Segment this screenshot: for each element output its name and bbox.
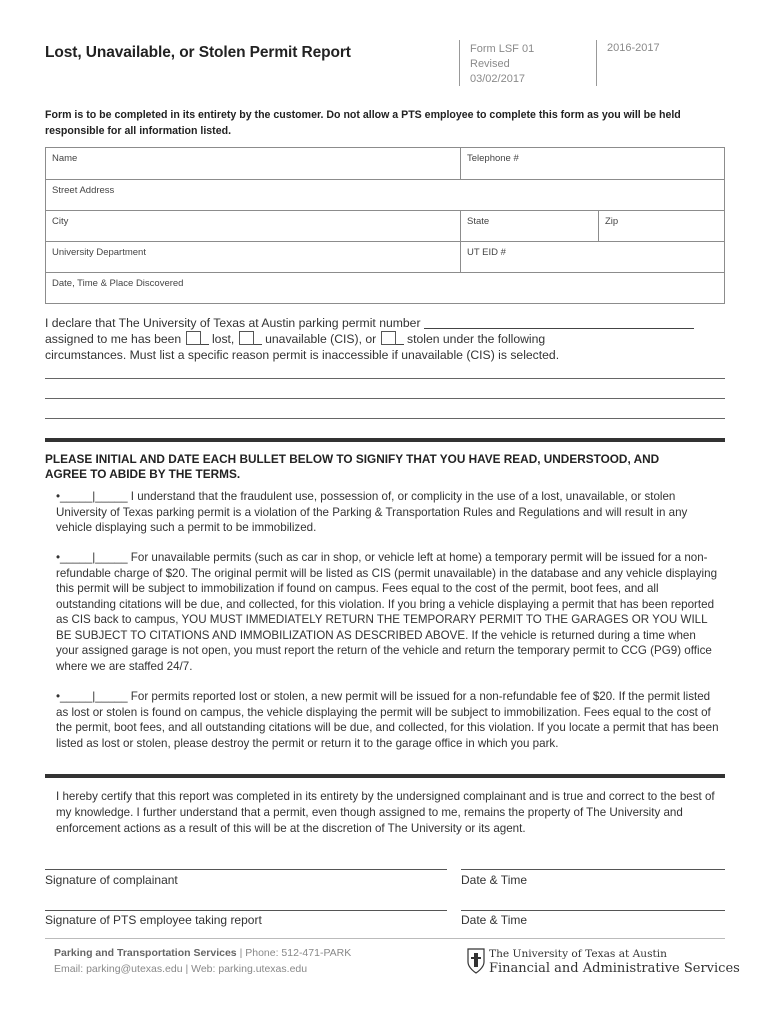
page-title: Lost, Unavailable, or Stolen Permit Report bbox=[45, 44, 351, 61]
initial-date-field[interactable]: •_____|_____ bbox=[56, 551, 128, 564]
date-time-label-1: Date & Time bbox=[461, 873, 528, 887]
zip-field[interactable] bbox=[598, 211, 725, 241]
section-divider bbox=[45, 438, 725, 442]
header-divider bbox=[459, 40, 460, 86]
lost-checkbox[interactable] bbox=[186, 331, 201, 345]
city-label: City bbox=[52, 216, 69, 227]
declaration bbox=[45, 315, 735, 363]
revised-label: Revised bbox=[470, 58, 510, 70]
date-time-line-2[interactable] bbox=[461, 910, 725, 911]
table-row bbox=[46, 242, 724, 273]
employee-signature-label: Signature of PTS employee taking report bbox=[45, 913, 262, 927]
section-divider bbox=[45, 774, 725, 778]
form-year: 2016-2017 bbox=[607, 42, 660, 54]
circumstances-line-1[interactable] bbox=[45, 378, 725, 379]
declaration-text: circumstances. Must list a specific reason permit is inaccessible if unavailable (CIS) is selected. bbox=[45, 348, 560, 362]
header-divider bbox=[596, 40, 597, 86]
state-field[interactable] bbox=[460, 211, 598, 241]
department-label: University Department bbox=[52, 247, 146, 258]
name-field[interactable] bbox=[46, 148, 460, 179]
unavailable-option-label: unavailable (CIS), or bbox=[265, 332, 377, 346]
circumstances-line-2[interactable] bbox=[45, 398, 725, 399]
bullet-item bbox=[56, 689, 721, 751]
discovered-field[interactable] bbox=[46, 273, 725, 303]
state-label: State bbox=[467, 216, 490, 227]
bullet-text: For unavailable permits (such as car in shop, or vehicle left at home) a temporary permit will be issued for a non-refundable charge of $20. The original permit will be listed as CIS (permit unavailable) in the database and any vehicle displaying this permit will be subject to immobilization if found on campus. Fees equal to the cost of the permit, boot fees, and all outstanding citations will be due, and collected, for this violation. If you bring a vehicle displaying a permit that has been reported as CIS back to campus, YOU MUST IMMEDIATELY RETURN THE TEMPORARY PERMIT TO THE GARAGES OR YOU WILL BE SUBJECT TO CITATIONS AND IMMOBILIZATION AS DESCRIBED ABOVE. If the vehicle is returned during a time when your assigned garage is not open, you must report the return of the vehicle and return the temporary permit to CCG (PG9) office where we are staffed 24/7. bbox=[56, 551, 718, 673]
form-meta bbox=[470, 42, 534, 87]
stolen-checkbox[interactable] bbox=[381, 331, 396, 345]
table-row bbox=[46, 273, 724, 303]
permit-number-field[interactable] bbox=[424, 316, 694, 329]
telephone-label: Telephone # bbox=[467, 153, 519, 164]
bullet-text: I understand that the fraudulent use, possession of, or complicity in the use of a lost, unavailable, or stolen University of Texas parking permit is a violation of the Parking & Transportation Rules and Regulations and will result in any vehicle displaying such a permit to be immobilized. bbox=[56, 490, 688, 534]
telephone-field[interactable] bbox=[460, 148, 725, 179]
complainant-signature-label: Signature of complainant bbox=[45, 873, 178, 887]
checkbox-underline bbox=[396, 332, 404, 345]
complainant-signature-line[interactable] bbox=[45, 869, 447, 870]
initial-heading: PLEASE INITIAL AND DATE EACH BULLET BELOW TO SIGNIFY THAT YOU HAVE READ, UNDERSTOOD, AND AGREE TO ABIDE BY THE TERMS. bbox=[45, 452, 660, 481]
customer-info-table bbox=[45, 147, 725, 304]
zip-label: Zip bbox=[605, 216, 619, 227]
unavailable-checkbox[interactable] bbox=[239, 331, 254, 345]
declaration-text: assigned to me has been bbox=[45, 332, 182, 346]
logo-university-name: The University of Texas at Austin bbox=[489, 948, 668, 960]
circumstances-line-3[interactable] bbox=[45, 418, 725, 419]
city-field[interactable] bbox=[46, 211, 460, 241]
stolen-option-label: stolen under the following bbox=[406, 332, 546, 346]
table-row bbox=[46, 211, 724, 242]
ut-eid-field[interactable] bbox=[460, 242, 725, 272]
table-row bbox=[46, 180, 724, 211]
street-address-label: Street Address bbox=[52, 185, 115, 196]
initial-date-field[interactable]: •_____|_____ bbox=[56, 490, 128, 503]
date-time-label-2: Date & Time bbox=[461, 913, 528, 927]
form-id: Form LSF 01 bbox=[470, 43, 535, 55]
discovered-label: Date, Time & Place Discovered bbox=[52, 278, 184, 289]
ut-tower-icon bbox=[467, 948, 485, 979]
certification-text: I hereby certify that this report was completed in its entirety by the undersigned complainant and is true and correct to the best of my knowledge. I further understand that a permit, even though assigned to me, remains the property of The University and enforcement actions as a result of this will be at the discretion of The University or its agent. bbox=[56, 790, 715, 835]
intro-instructions: Form is to be completed in its entirety by the customer. Do not allow a PTS employee to complete this form as you will be held responsible for all information listed. bbox=[45, 109, 681, 137]
lost-option-label: lost, bbox=[211, 332, 235, 346]
checkbox-underline bbox=[254, 332, 262, 345]
street-address-field[interactable] bbox=[46, 180, 725, 210]
bullet-item bbox=[56, 550, 721, 674]
bullet-text: For permits reported lost or stolen, a new permit will be issued for a non-refundable fee of $20. If the permit listed as lost or stolen is found on campus, the vehicle displaying the permit will be subject to immobilization. Fees equal to the cost of the permit, boot fees, and all outstanding citations will be due, and collected, for this violation. If you locate a permit that has been listed as lost or stolen, please destroy the permit or return it to the garage office in which you park. bbox=[56, 690, 719, 750]
ut-eid-label: UT EID # bbox=[467, 247, 506, 258]
revised-date: 03/02/2017 bbox=[470, 73, 526, 85]
bullet-item bbox=[56, 489, 721, 536]
footer-org: Parking and Transportation Services bbox=[54, 947, 237, 959]
employee-signature-line[interactable] bbox=[45, 910, 447, 911]
logo-department-name: Financial and Administrative Services bbox=[489, 961, 740, 976]
declaration-text: I declare that The University of Texas at Austin parking permit number bbox=[45, 316, 421, 330]
table-row bbox=[46, 148, 724, 180]
footer-divider bbox=[45, 938, 725, 939]
footer-contact bbox=[54, 947, 351, 959]
footer-phone: | Phone: 512-471-PARK bbox=[239, 947, 352, 959]
checkbox-underline bbox=[201, 332, 209, 345]
footer-email-web: Email: parking@utexas.edu | Web: parking.utexas.edu bbox=[54, 963, 308, 975]
department-field[interactable] bbox=[46, 242, 460, 272]
name-label: Name bbox=[52, 153, 78, 164]
date-time-line-1[interactable] bbox=[461, 869, 725, 870]
initial-date-field[interactable]: •_____|_____ bbox=[56, 690, 128, 703]
